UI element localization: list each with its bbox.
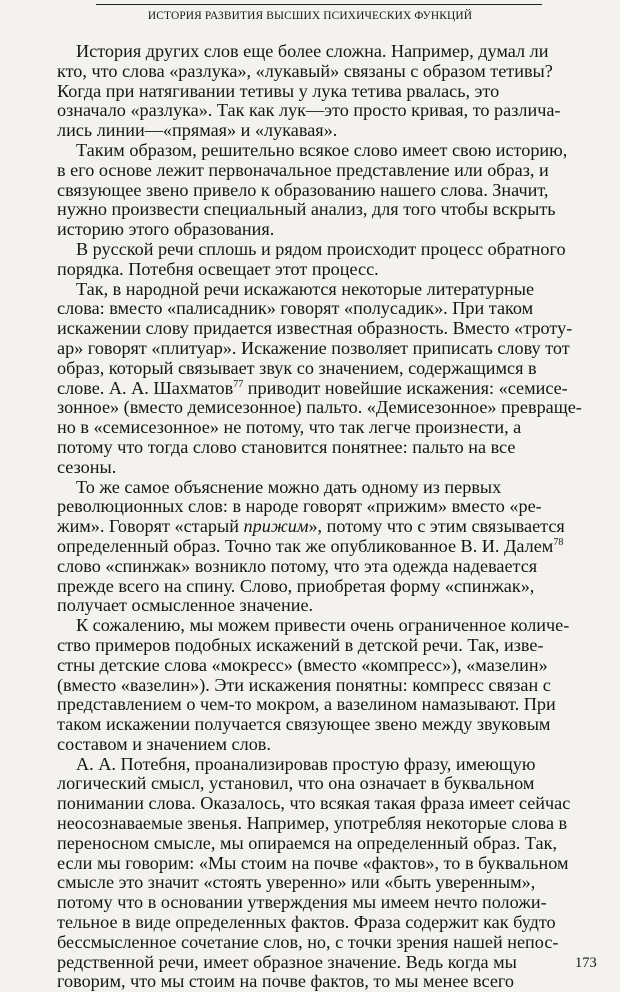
text-line: слова: вместо «палисадник» говорят «полусадик». При таком [57,298,534,319]
text-line: если мы говорим: «Мы стоим на почве «фактов», то в буквальном [57,852,569,873]
paragraph-5 [57,478,607,617]
text-line: зонное» (вместо демисезонное) пальто. «Демисезонное» превраще- [57,397,582,418]
text-line: понимании слова. Оказалось, что всякая такая фраза имеет сейчас [57,793,571,814]
paragraph-4 [57,280,607,478]
text-line: К сожалению, мы можем привести очень ограниченное количе- [76,615,570,636]
text-line: искажении слову придается известная образность. Вместо «троту- [57,318,573,339]
text-line: неосознаваемые звенья. Например, употребляя некоторые слова в [57,813,568,834]
footnote-ref-78: 78 [553,536,564,548]
text-line: образ, который связывает звук со значением, содержащимся в [57,357,537,378]
text-line [57,517,607,537]
text-line: бессмысленное сочетание слов, но, с точки зрения нашей непос- [57,931,559,952]
text-line: редственной речи, имеет образное значение. Ведь когда мы [57,951,517,972]
text-fragment: определенный образ. Точно так же опубликованное В. И. Далем [57,535,554,556]
paragraph-3 [57,240,607,280]
paragraph-2 [57,141,607,240]
text-fragment: жим». Говорят «старый [57,516,239,537]
text-line: В русской речи сплошь и рядом происходит процесс обратного [76,238,566,259]
text-fragment: приводит новейшие искажения: «семисе- [247,377,568,398]
text-fragment: слове. А. А. Шахматов [57,377,234,398]
text-line: стны детские слова «мокресс» (вместо «компресс»), «мазелин» [57,654,548,675]
text-line: связующее звено привело к образованию нашего слова. Значит, [57,179,549,200]
running-head: ИСТОРИЯ РАЗВИТИЯ ВЫСШИХ ПСИХИЧЕСКИХ ФУНКЦИЙ [147,10,473,22]
text-line: означало «разлука». Так как лук—это просто кривая, то различа- [57,100,561,121]
text-line: тельное в виде определенных фактов. Фраза содержит как будто [57,912,556,933]
text-line: логический смысл, установил, что она означает в буквальном [57,773,535,794]
body-text [57,42,607,992]
paragraph-1 [57,42,607,141]
text-line: слово «спинжак» возникло потому, что эта одежда надевается [57,555,538,576]
text-line: революционных слов: в народе говорят «прижим» вместо «ре- [57,496,542,517]
text-line: переносном смысле, мы опираемся на определенный образ. Так, [57,832,557,853]
text-line: историю этого образования. [57,219,275,240]
text-line: А. А. Потебня, проанализировав простую фразу, имеющую [76,753,536,774]
text-line: порядка. Потебня освещает этот процесс. [57,258,379,279]
text-line: Так, в народной речи искажаются некоторые литературные [76,278,535,299]
text-line: ство примеров подобных искажений в детской речи. Так, изве- [57,634,544,655]
text-line: составом и значением слов. [57,733,271,754]
text-line: но в «семисезонное» не потому, что так легче произнести, а [57,417,522,438]
text-line: То же самое объяснение можно дать одному из первых [76,476,502,497]
text-line: сезоны. [57,456,117,477]
text-line: (вместо «вазелин»). Эти искажения понятны: компресс связан с [57,674,551,695]
page-number: 173 [575,955,597,971]
text-line: получает осмысленное значение. [57,595,314,616]
text-line: лись линии—«прямая» и «лукавая». [57,120,338,141]
header-rule [96,4,542,5]
text-line [57,537,607,557]
paragraph-7 [57,755,607,992]
text-line: представлением о чем-то мокром, а вазелином намазывают. При [57,694,556,715]
italic-word: прижим [243,516,309,537]
text-line: потому что тогда слово становится понятнее: пальто на все [57,436,516,457]
text-line: потому что в основании утверждения мы имеем нечто положи- [57,892,547,913]
text-line: в его основе лежит первоначальное представление или образ, и [57,159,549,180]
text-fragment: », потому что с этим связывается [308,516,565,537]
text-line: говорим, что мы стоим на почве фактов, то мы менее всего [57,971,514,992]
footnote-ref-77: 77 [233,378,244,390]
text-line: таком искажении получается связующее звено между звуковым [57,714,551,735]
text-line: нужно произвести специальный анализ, для того чтобы вскрыть [57,199,556,220]
text-line: Таким образом, решительно всякое слово имеет свою историю, [76,139,568,160]
text-line: прежде всего на спину. Слово, приобретая форму «спинжак», [57,575,535,596]
text-line: Когда при натягивании тетивы у лука тетива рвалась, это [57,80,500,101]
text-line [57,379,607,399]
paragraph-6 [57,616,607,755]
text-line: кто, что слова «разлука», «лукавый» связаны с образом тетивы? [57,60,553,81]
text-line: История других слов еще более сложна. Например, думал ли [76,41,549,61]
text-line: ар» говорят «плитуар». Искажение позволяет приписать слову тот [57,337,570,358]
text-line: смысле это значит «стоять уверенно» или «быть уверенным», [57,872,536,893]
